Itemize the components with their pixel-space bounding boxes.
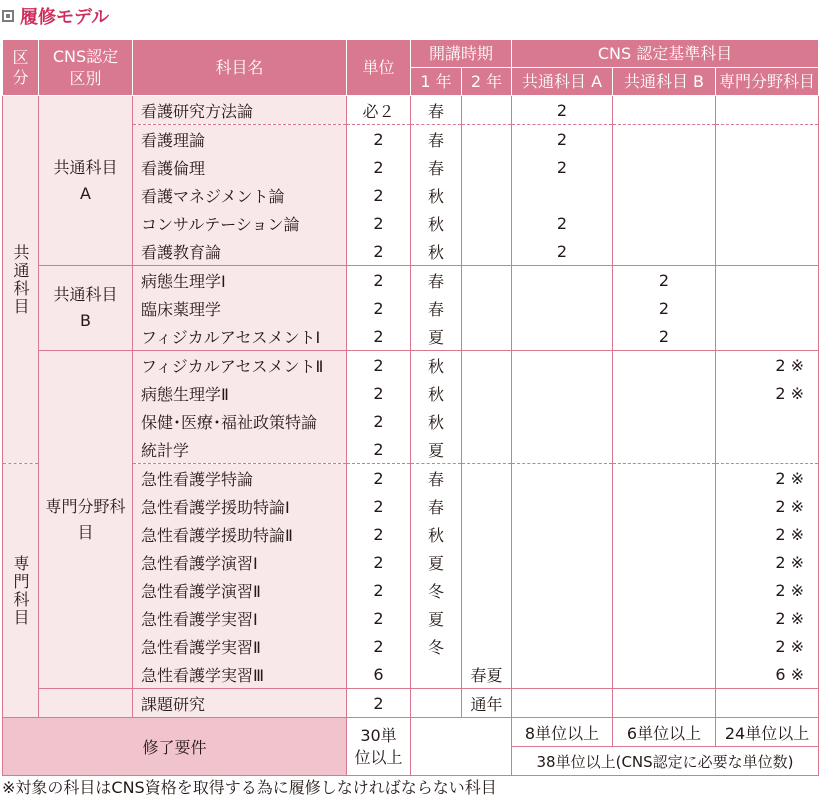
header-cns-kijun: CNS 認定基準科目 — [512, 40, 819, 68]
table-row: 専門科目 急性看護学特論 2 春 2 ※ — [3, 464, 819, 493]
square-bullet-icon — [2, 10, 14, 22]
header-senmon: 専門分野科目 — [716, 68, 819, 96]
requirements-total: 38単位以上(CNS認定に必要な単位数) — [512, 747, 819, 776]
table-row: 看護マネジメント論 2 秋 — [3, 181, 819, 209]
curriculum-table — [2, 39, 819, 776]
table-row: 急性看護学演習Ⅱ 2 冬 2 ※ — [3, 576, 819, 604]
title-text: 履修モデル — [20, 7, 110, 28]
table-row: 急性看護学援助特論Ⅰ 2 春 2 ※ — [3, 492, 819, 520]
table-row: 臨床薬理学 2 春 2 — [3, 294, 819, 322]
table-row: 共通科目B 病態生理学Ⅰ 2 春 2 — [3, 266, 819, 295]
footnote: ※対象の科目はCNS資格を取得する為に履修しなければならない科目 — [2, 778, 497, 797]
header-kaiko: 開講時期 — [411, 40, 512, 68]
category-kyotsu: 共通科目 — [3, 96, 39, 464]
page-title — [2, 2, 109, 30]
requirements-label: 修了要件 — [3, 718, 347, 776]
requirements-b: 6単位以上 — [613, 718, 716, 747]
header-kamoku: 科目名 — [133, 40, 347, 96]
table-row: 看護倫理 2 春 2 — [3, 153, 819, 181]
table-row: 急性看護学実習Ⅱ 2 冬 2 ※ — [3, 632, 819, 660]
table-row: 病態生理学Ⅱ 2 秋 2 ※ — [3, 379, 819, 407]
header-common-a: 共通科目 A — [512, 68, 613, 96]
table-row: 統計学 2 夏 — [3, 435, 819, 464]
header-year1: 1 年 — [411, 68, 462, 96]
header-year2: 2 年 — [462, 68, 512, 96]
table-row: 課題研究 2 通年 — [3, 689, 819, 718]
requirements-row — [3, 718, 819, 747]
category-senmon: 専門科目 — [3, 464, 39, 718]
table-row: 急性看護学演習Ⅰ 2 夏 2 ※ — [3, 548, 819, 576]
header-cns-kubetsu: CNS認定区別 — [39, 40, 133, 96]
table-row: コンサルテーション論 2 秋 2 — [3, 209, 819, 237]
table-row: 急性看護学援助特論Ⅱ 2 秋 2 ※ — [3, 520, 819, 548]
table-row: 看護理論 2 春 2 — [3, 125, 819, 154]
cns-group-a: 共通科目A — [39, 96, 133, 266]
header-kubun: 区分 — [3, 40, 39, 96]
requirements-units: 30単位以上 — [347, 718, 411, 776]
cns-group-senmon: 専門分野科目 — [39, 351, 133, 689]
header-tani: 単位 — [347, 40, 411, 96]
requirements-s: 24単位以上 — [716, 718, 819, 747]
table-row: 看護教育論 2 秋 2 — [3, 237, 819, 266]
table-row: フィジカルアセスメントⅠ 2 夏 2 — [3, 322, 819, 351]
table-row: 共通科目 共通科目A 看護研究方法論 必２ 春 2 — [3, 96, 819, 125]
requirements-a: 8単位以上 — [512, 718, 613, 747]
table-row: 急性看護学実習Ⅲ 6 春夏 6 ※ — [3, 660, 819, 689]
table-row: 専門分野科目 フィジカルアセスメントⅡ 2 秋 2 ※ — [3, 351, 819, 380]
cns-group-b: 共通科目B — [39, 266, 133, 351]
table-row: 保健･医療･福祉政策特論 2 秋 — [3, 407, 819, 435]
header-common-b: 共通科目 B — [613, 68, 716, 96]
table-row: 急性看護学実習Ⅰ 2 夏 2 ※ — [3, 604, 819, 632]
